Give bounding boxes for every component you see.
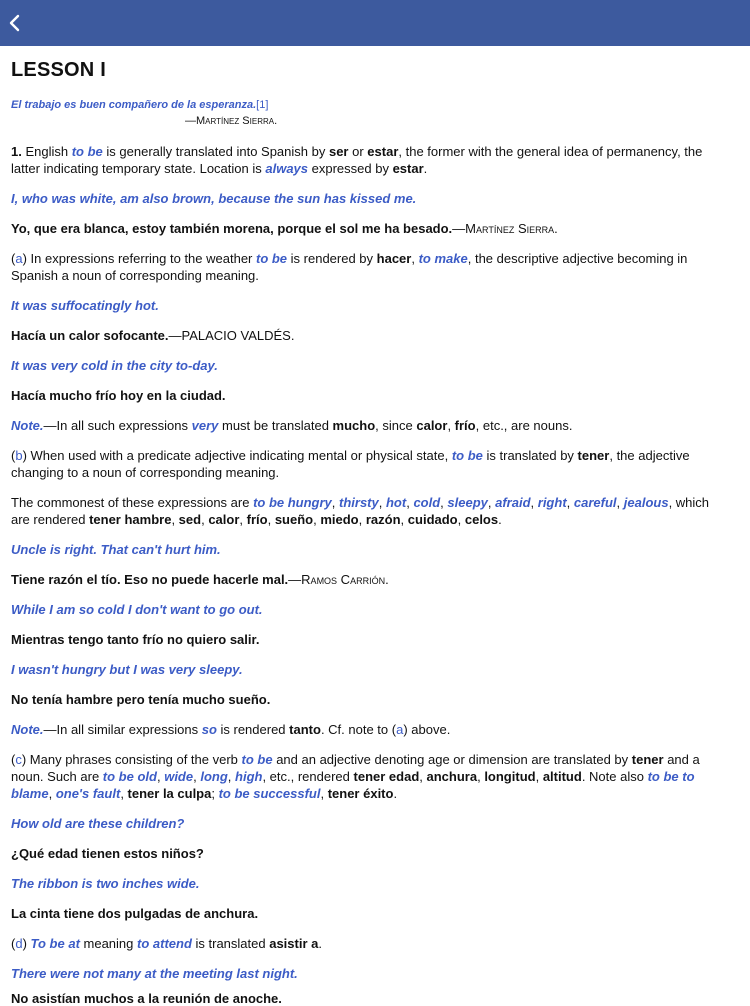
example-spanish: Yo, que era blanca, estoy también morena, porque el sol me ha besado.—Martínez Sierra. xyxy=(11,221,558,236)
note-1: Note.—In all such expressions very must be translated mucho, since calor, frío, etc., are nouns. xyxy=(11,418,573,433)
example-english: I, who was white, am also brown, because the sun has kissed me. xyxy=(11,191,417,206)
note-2: Note.—In all similar expressions so is rendered tanto. Cf. note to (a) above. xyxy=(11,722,451,737)
paragraph-c: (c) Many phrases consisting of the verb to be and an adjective denoting age or dimension are translated by tener and a noun. Such are to be old, wide, long, high, etc., rendered tener edad, anchura, longitud, altitud. Note also to be to blame, one's fault, tener la culpa; to be successful, tener éxito. xyxy=(11,752,700,801)
example-english: Uncle is right. That can't hurt him. xyxy=(11,542,221,557)
top-navigation-bar xyxy=(0,0,750,46)
example-spanish-partial: No asistían muchos a la reunión de anoche. xyxy=(11,991,282,1006)
example-spanish: Tiene razón el tío. Eso no puede hacerle mal.—Ramos Carrión. xyxy=(11,572,389,587)
example-english: It was very cold in the city to-day. xyxy=(11,358,218,373)
example-english: It was suffocatingly hot. xyxy=(11,298,159,313)
paragraph-1: 1. English to be is generally translated into Spanish by ser or estar, the former with the general idea of permanency, the latter indicating temporary state. Location is always expressed by estar. xyxy=(11,144,703,176)
motto-quote: El trabajo es buen compañero de la esperanza. xyxy=(11,99,257,111)
example-spanish: No tenía hambre pero tenía mucho sueño. xyxy=(11,692,271,707)
lesson-title: LESSON I xyxy=(11,59,106,81)
motto-attribution: —Martínez Sierra. xyxy=(185,115,278,127)
paragraph-d: (d) To be at meaning to attend is translated asistir a. xyxy=(11,936,322,951)
example-spanish: Hacía un calor sofocante.—PALACIO VALDÉS. xyxy=(11,328,295,343)
example-english: I wasn't hungry but I was very sleepy. xyxy=(11,662,243,677)
chevron-left-icon[interactable] xyxy=(4,12,26,34)
paragraph-common-expressions: The commonest of these expressions are to be hungry, thirsty, hot, cold, sleepy, afraid, right, careful, jealous, which are rendered tener hambre, sed, calor, frío, sueño, miedo, razón, cuidado, celos. xyxy=(11,495,710,527)
example-spanish: La cinta tiene dos pulgadas de anchura. xyxy=(11,906,259,921)
lesson-content xyxy=(11,57,721,982)
example-english: While I am so cold I don't want to go out. xyxy=(11,602,263,617)
paragraph-a: (a) In expressions referring to the weather to be is rendered by hacer, to make, the descriptive adjective becoming in Spanish a noun of corresponding meaning. xyxy=(11,251,688,283)
example-spanish: Mientras tengo tanto frío no quiero salir. xyxy=(11,632,260,647)
example-english: The ribbon is two inches wide. xyxy=(11,876,200,891)
example-english: How old are these children? xyxy=(11,816,185,831)
example-english: There were not many at the meeting last night. xyxy=(11,966,298,981)
paragraph-b: (b) When used with a predicate adjective indicating mental or physical state, to be is translated by tener, the adjective changing to a noun of corresponding meaning. xyxy=(11,448,690,480)
footnote-link[interactable]: [1] xyxy=(256,99,269,111)
example-spanish: ¿Qué edad tienen estos niños? xyxy=(11,846,204,861)
motto xyxy=(11,97,721,129)
example-spanish: Hacía mucho frío hoy en la ciudad. xyxy=(11,388,226,403)
